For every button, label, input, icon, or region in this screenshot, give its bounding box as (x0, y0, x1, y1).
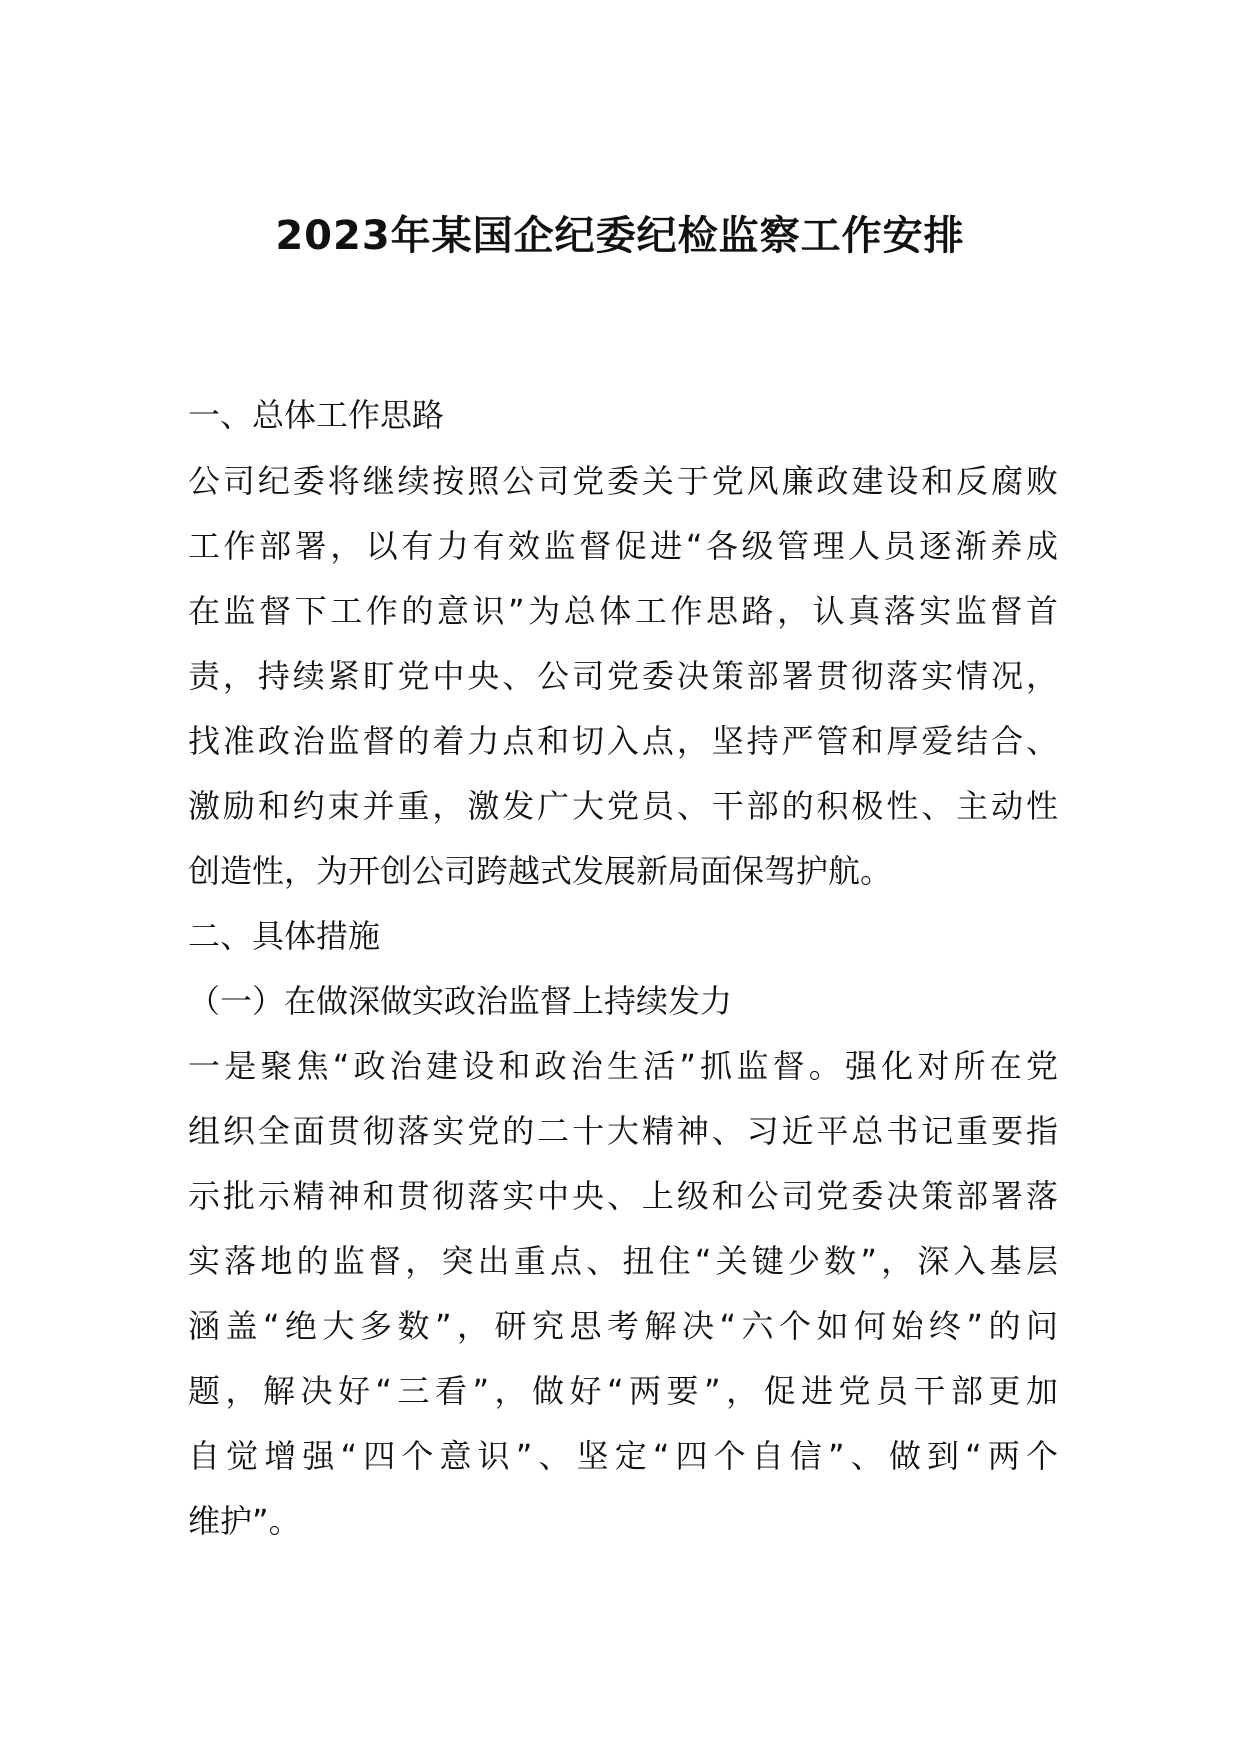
paragraph-line: 组织全面贯彻落实党的二十大精神、习近平总书记重要指 (188, 1112, 1058, 1150)
paragraph-line: 示批示精神和贯彻落实中央、上级和公司党委决策部署落 (188, 1177, 1058, 1215)
paragraph-line: 公司纪委将继续按照公司党委关于党风廉政建设和反腐败 (188, 462, 1058, 500)
paragraph-line: 实落地的监督，突出重点、扭住“关键少数”，深入基层 (188, 1242, 1058, 1280)
subsection-heading: （一）在做深做实政治监督上持续发力 (188, 982, 733, 1020)
paragraph-line: 维护”。 (188, 1502, 301, 1540)
paragraph-line: 创造性，为开创公司跨越式发展新局面保驾护航。 (188, 852, 893, 890)
document-title: 2023年某国企纪委纪检监察工作安排 (275, 213, 965, 259)
section-heading-specific-measures: 二、具体措施 (188, 917, 381, 955)
paragraph-line: 一是聚焦“政治建设和政治生活”抓监督。强化对所在党 (188, 1047, 1058, 1085)
section-heading-overall-approach: 一、总体工作思路 (188, 396, 445, 434)
paragraph-line: 找准政治监督的着力点和切入点，坚持严管和厚爱结合、 (188, 722, 1058, 760)
paragraph-line: 激励和约束并重，激发广大党员、干部的积极性、主动性 (188, 787, 1058, 825)
paragraph-line: 责，持续紧盯党中央、公司党委决策部署贯彻落实情况， (188, 657, 1058, 695)
paragraph-line: 题，解决好“三看”，做好“两要”，促进党员干部更加 (188, 1372, 1058, 1410)
paragraph-line: 在监督下工作的意识”为总体工作思路，认真落实监督首 (188, 592, 1058, 630)
paragraph-line: 涵盖“绝大多数”，研究思考解决“六个如何始终”的问 (188, 1307, 1058, 1345)
paragraph-line: 自觉增强“四个意识”、坚定“四个自信”、做到“两个 (188, 1437, 1058, 1475)
paragraph-line: 工作部署，以有力有效监督促进“各级管理人员逐渐养成 (188, 527, 1058, 565)
